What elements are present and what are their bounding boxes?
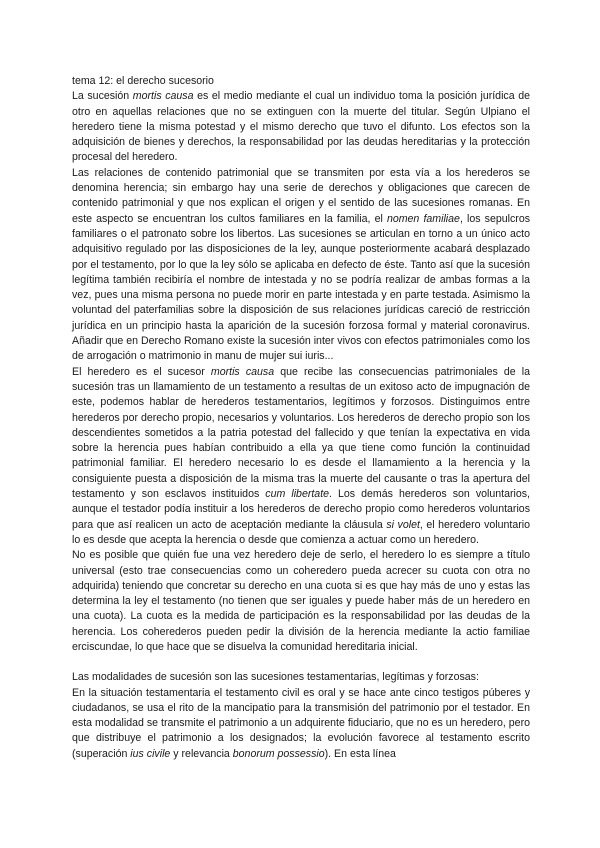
paragraph bbox=[72, 166, 530, 365]
text-run: En la situación testamentaria el testamento civil es oral y se hace ante cinco testigos púberes y ciudadanos, se usa el rito de la mancipatio para la transmisión del patrimonio por el testador. En esta modalidad se transmite el patrimonio a un adquirente fiduciario, que no es un heredero, pero que distribuye el patrimonio a los designados; la evolución favorece al testamento escrito (superación bbox=[72, 686, 530, 760]
italic-term: ius civile bbox=[130, 747, 171, 760]
italic-term: nomen familiae bbox=[386, 212, 460, 225]
document-page bbox=[72, 74, 530, 762]
text-run: que recibe las consecuencias patrimoniales de la sucesión tras un llamamiento de un testamento a resultas de un exitoso acto de impugnación de este, podemos hablar de herederos testamentarios, legítimos y forzosos. Distinguimos entre herederos por derecho propio, necesarios y voluntarios. Los herederos de derecho propio son los descendientes sometidos a la patria potestad del fallecido y que tenían la expectativa en vida sobre la herencia pues habían contribuido a ella ya que tiene como función la continuidad patrimonial familiar. El heredero necesario lo es desde el llamamiento a la herencia y la consiguiente puesta a disposición de la misma tras la muerte del causante o tras la apertura del testamento y son esclavos instituidos bbox=[72, 365, 530, 501]
paragraph bbox=[72, 670, 530, 685]
italic-term: mortis causa bbox=[132, 90, 194, 103]
paragraph bbox=[72, 548, 530, 655]
text-run: , los sepulcros familiares o el patronato sobre los libertos. Las sucesiones se articulan en torno a un único acto adquisitivo regulado por las disposiciones de la ley, aunque posteriormente acabará desplazado por el testamento, por lo que la ley sólo se aplicaba en defecto de éste. Tanto así que la sucesión legítima también recibiría el nombre de intestada y no se podría realizar de ambas formas a la vez, pues una misma persona no puede morir en parte intestada y en parte testada. Asimismo la voluntad del paterfamilias sobre la disposición de sus relaciones jurídicas careció de restricción jurídica en un principio hasta la aparición de la sucesión forzosa formal y material coronavirus. Añadir que en Derecho Romano existe la sucesión inter vivos con efectos patrimoniales como los de arrogación o matrimonio in manu de mujer sui iuris... bbox=[72, 212, 531, 363]
text-run: La sucesión bbox=[72, 90, 133, 103]
italic-term: mortis causa bbox=[210, 365, 275, 378]
text-run: , el heredero voluntario lo es desde que acepta la herencia o desde que comienza a actuar como un heredero. bbox=[72, 518, 531, 546]
text-run: El heredero es el sucesor bbox=[72, 365, 211, 378]
document-title: tema 12: el derecho sucesorio bbox=[72, 75, 214, 87]
paragraph-spacer bbox=[72, 655, 530, 670]
text-run: es el medio mediante el cual un individuo toma la posición jurídica de otro en aquellas relaciones que no se extinguen con la muerte del titular. Según Ulpiano el heredero tiene la misma potestad y el mismo derecho que tuvo el difunto. Los efectos son la adquisición de bienes y derechos, la responsabilidad por las deudas hereditarias y la protección procesal del heredero. bbox=[72, 90, 530, 164]
text-run: Las relaciones de contenido patrimonial que se transmiten por esta vía a los herederos se denomina herencia; sin embargo hay una serie de derechos y obligaciones que carecen de contenido patrimonial y que nos explican el origen y el sentido de las sucesiones romanas. En este aspecto se encuentran los cultos familiares en la familia, el bbox=[72, 166, 530, 225]
text-run: . Los demás herederos son voluntarios, aunque el testador podía instituir a los herederos de derecho propio como herederos voluntarios para que así realicen un acto de aceptación mediante la cláusula bbox=[72, 488, 531, 531]
paragraph bbox=[72, 686, 530, 762]
paragraph bbox=[72, 365, 530, 549]
text-run: No es posible que quién fue una vez heredero deje de serlo, el heredero lo es siempre a título universal (esto trae consecuencias como un coheredero pueda acrecer su cuota con otra no adquirida) teniendo que concretar su derecho en una cuota si es que hay más de uno y estas las determina la ley el testamento (no tienen que ser iguales y puede haber más de un heredero en una cuota). La cuota es la medida de participación es la responsabilidad por las deudas de la herencia. Los coherederos pueden pedir la división de la herencia mediante la actio familiae erciscundae, lo que hace que se disuelva la comunidad hereditaria inicial. bbox=[72, 549, 530, 653]
italic-term: cum libertate bbox=[265, 488, 330, 501]
italic-term: si volet bbox=[386, 518, 420, 531]
text-run: y relevancia bbox=[170, 747, 233, 760]
paragraph bbox=[72, 89, 530, 165]
italic-term: bonorum possessio bbox=[232, 747, 325, 760]
text-run: Las modalidades de sucesión son las sucesiones testamentarias, legítimas y forzosas: bbox=[72, 671, 479, 684]
text-run: ). En esta línea bbox=[324, 747, 396, 760]
